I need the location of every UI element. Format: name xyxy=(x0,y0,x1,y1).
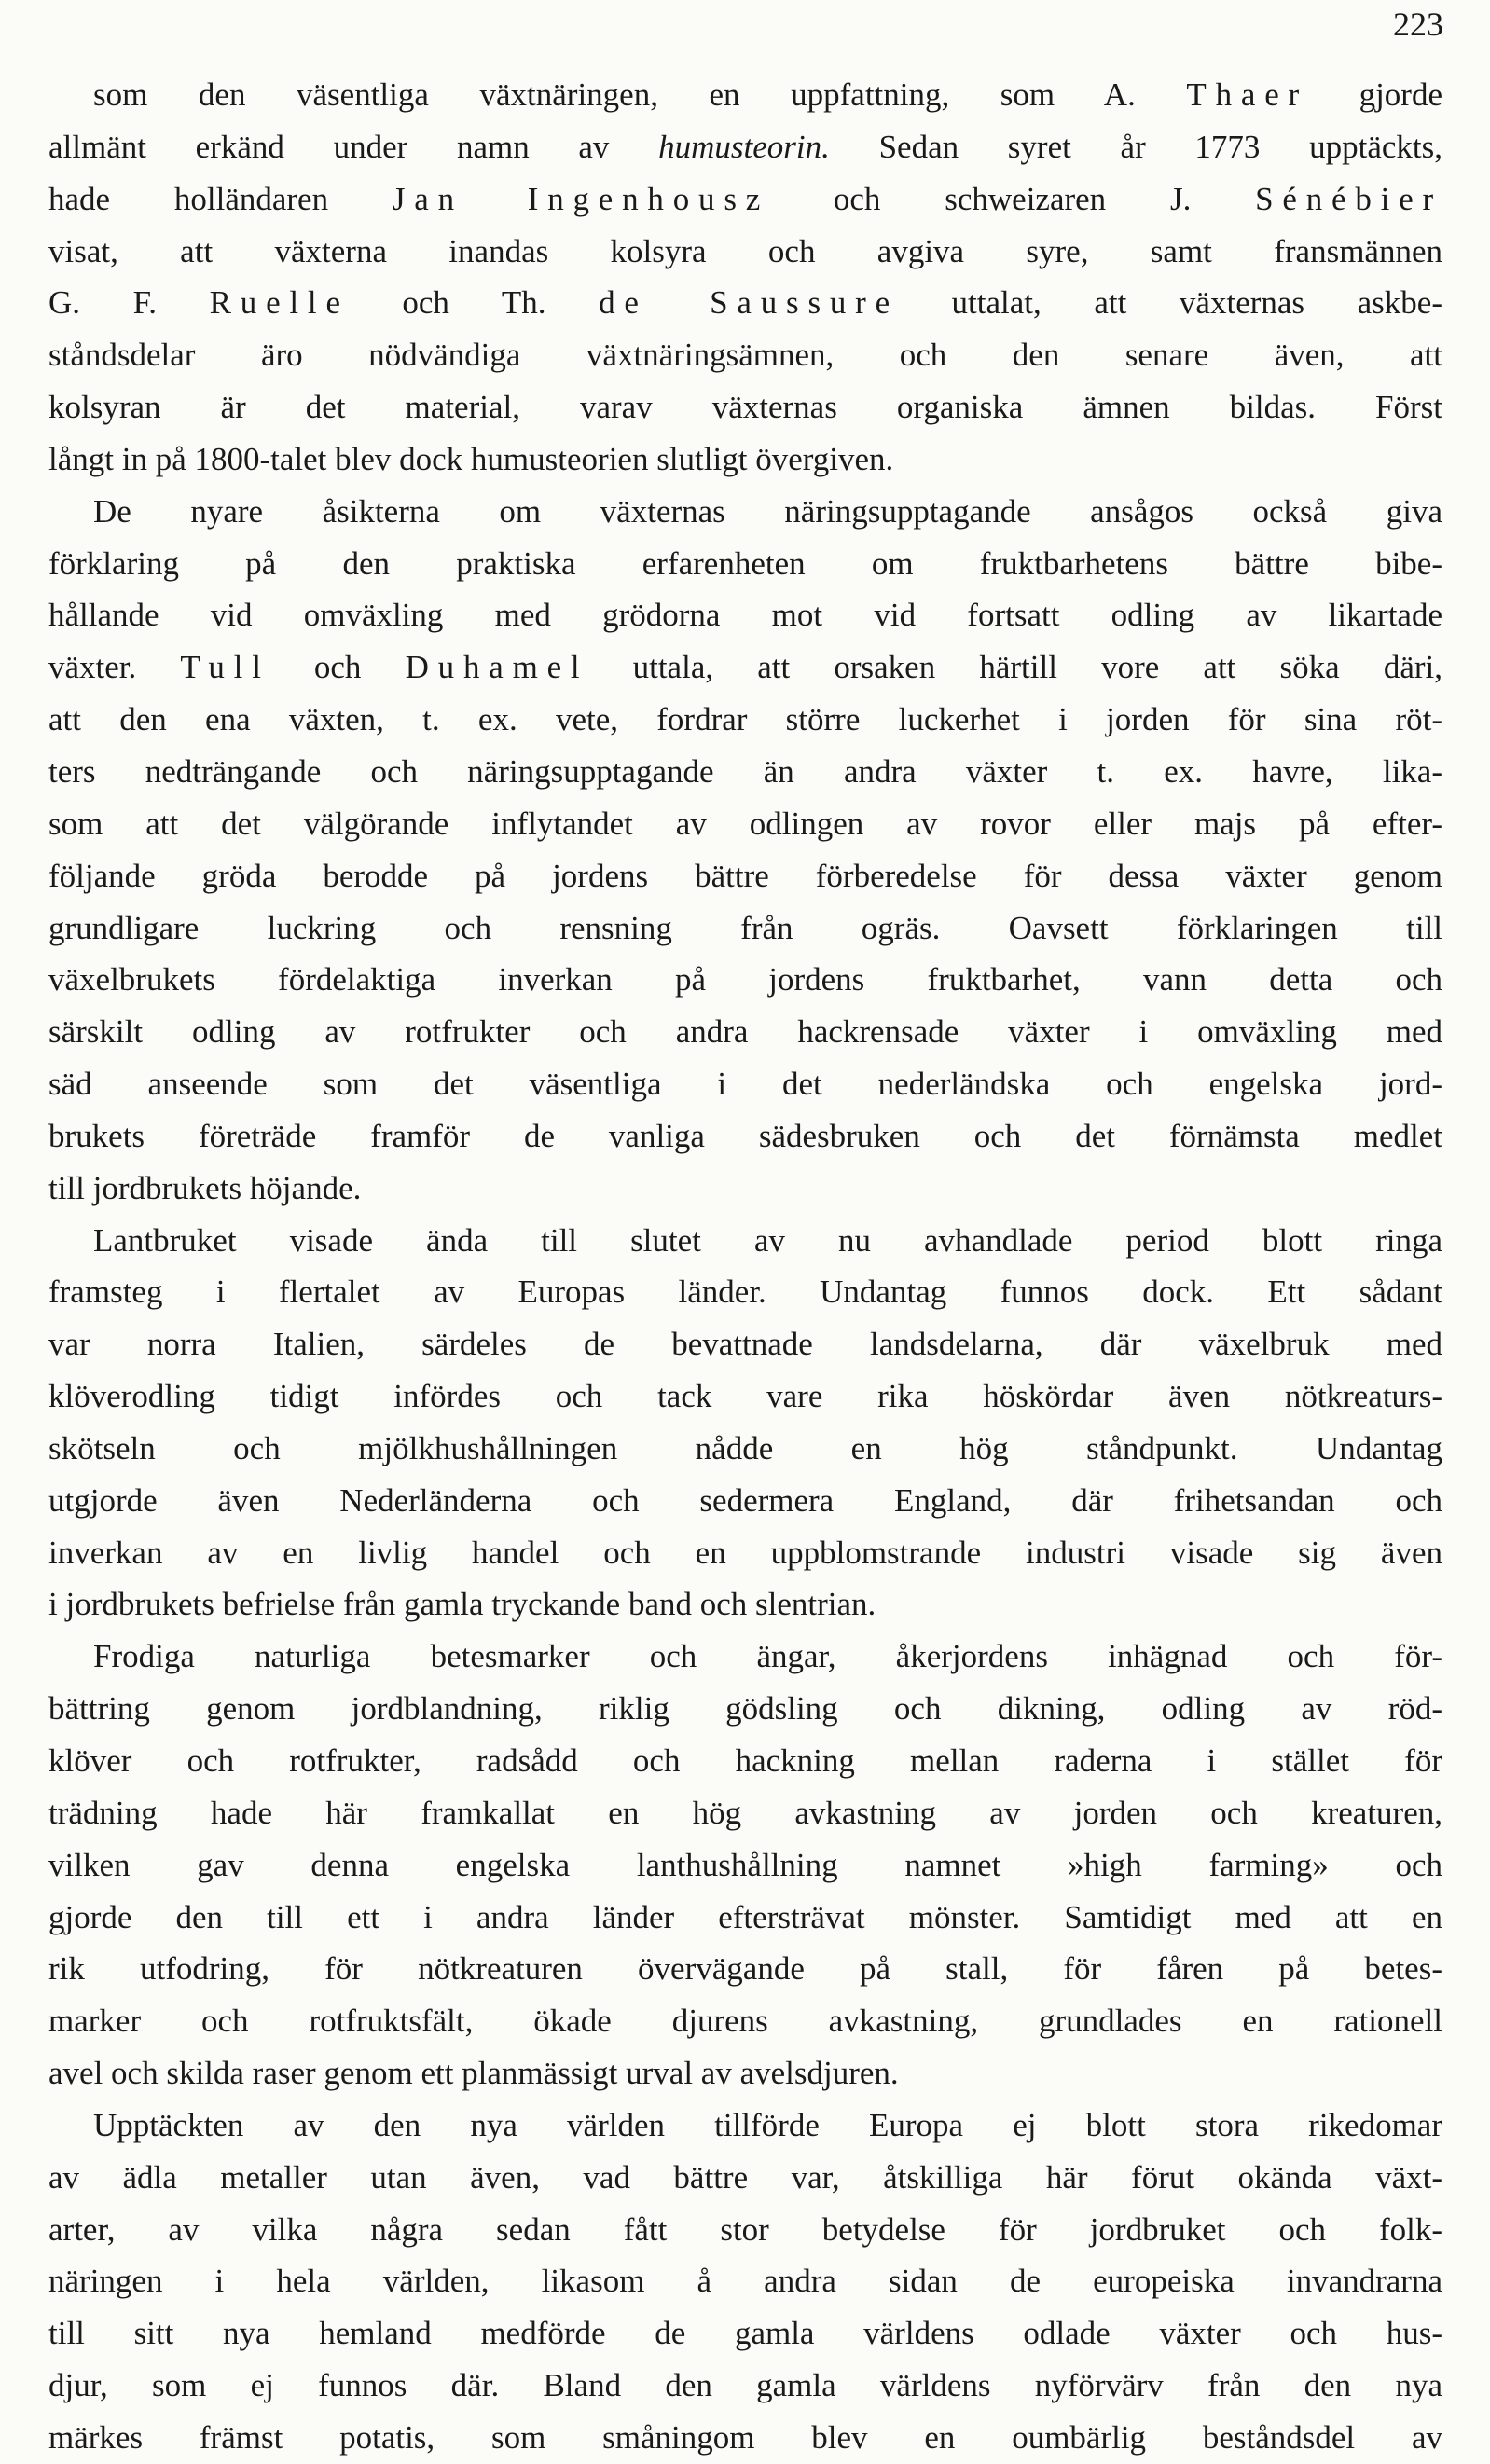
text-line: framsteg i flertalet av Europas länder. Undantag funnos dock. Ett sådant xyxy=(48,1273,1442,1311)
text-line: grundligare luckring och rensning från ogräs. Oavsett förklaringen till xyxy=(48,909,1442,946)
text-line: som den väsentliga växtnäringen, en uppfattning, som A. Thaer gjorde xyxy=(93,76,1442,113)
italic-term: humusteorin. xyxy=(658,128,830,165)
spaced-name: Duhamel xyxy=(405,649,589,686)
text-line: hade holländaren Jan Ingenhousz och schweizaren J. Sénébier xyxy=(48,180,1442,217)
text-line: visat, att växterna inandas kolsyra och avgiva syre, samt fransmännen xyxy=(48,232,1442,269)
text-line: i jordbrukets befrielse från gamla tryckande band och slentrian. xyxy=(48,1586,876,1623)
text-line: klöver och rotfrukter, radsådd och hackning mellan raderna i stället för xyxy=(48,1742,1442,1779)
text-line: särskilt odling av rotfrukter och andra hackrensade växter i omväxling med xyxy=(48,1013,1442,1051)
text-line: som att det välgörande inflytandet av odlingen av rovor eller majs på efter- xyxy=(48,805,1442,842)
text-line: Upptäckten av den nya världen tillförde Europa ej blott stora rikedomar xyxy=(93,2106,1442,2143)
text-line: utgjorde även Nederländerna och sedermera England, där frihetsandan och xyxy=(48,1481,1442,1519)
paragraph xyxy=(48,69,1442,486)
text-line: att den ena växten, t. ex. vete, fordrar större luckerhet i jorden för sina röt- xyxy=(48,701,1442,738)
text-line: långt in på 1800-talet blev dock humusteorien slutligt övergiven. xyxy=(48,440,894,477)
text-line: avel och skilda raser genom ett planmässigt urval av avelsdjuren. xyxy=(48,2055,899,2092)
text-line: arter, av vilka några sedan fått stor betydelse för jordbruket och folk- xyxy=(48,2210,1442,2248)
text-line: säd anseende som det väsentliga i det nederländska och engelska jord- xyxy=(48,1066,1442,1103)
text-line: skötseln och mjölkhushållningen nådde en hög ståndpunkt. Undantag xyxy=(48,1429,1442,1466)
spaced-name: Ruelle xyxy=(209,284,350,322)
spaced-name: Tull xyxy=(180,649,270,686)
text-line: klöverodling tidigt infördes och tack vare rika höskördar även nötkreaturs- xyxy=(48,1378,1442,1415)
text-line: djur, som ej funnos där. Bland den gamla världens nyförvärv från den nya xyxy=(48,2367,1442,2404)
text-line: till sitt nya hemland medförde de gamla världens odlade växter och hus- xyxy=(48,2315,1442,2352)
spaced-name: Jan xyxy=(392,180,463,217)
body-text xyxy=(48,69,1442,2464)
spaced-name: Thaer xyxy=(1186,76,1308,113)
text-line: märkes främst potatis, som småningom blev en oumbärlig beståndsdel av xyxy=(48,2418,1442,2456)
text-line: De nyare åsikterna om växternas näringsupptagande ansågos också giva xyxy=(93,492,1442,530)
spaced-name: Ingenhousz xyxy=(527,180,770,217)
text-line: G. F. Ruelle och Th. de Saussure uttalat, att växternas askbe- xyxy=(48,284,1442,322)
text-line: växter. Tull och Duhamel uttala, att orsaken härtill vore att söka däri, xyxy=(48,649,1442,686)
text-line: brukets företräde framför de vanliga sädesbruken och det förnämsta medlet xyxy=(48,1117,1442,1154)
paragraph xyxy=(48,1631,1442,2099)
paragraph xyxy=(48,1215,1442,1631)
text-line: marker och rotfruktsfält, ökade djurens avkastning, grundlades en rationell xyxy=(48,2003,1442,2040)
spaced-name: Sénébier xyxy=(1255,180,1442,217)
text-line: var norra Italien, särdeles de bevattnade landsdelarna, där växelbruk med xyxy=(48,1326,1442,1363)
text-line: förklaring på den praktiska erfarenheten om fruktbarhetens bättre bibe- xyxy=(48,544,1442,582)
text-line: näringen i hela världen, likasom å andra sidan de europeiska invandrarna xyxy=(48,2263,1442,2300)
text-line: växelbrukets fördelaktiga inverkan på jordens fruktbarhet, vann detta och xyxy=(48,961,1442,998)
text-line: inverkan av en livlig handel och en uppblomstrande industri visade sig även xyxy=(48,1534,1442,1571)
text-line: allmänt erkänd under namn av humusteorin. Sedan syret år 1773 upptäckts, xyxy=(48,128,1442,165)
spaced-name: de Saussure xyxy=(599,284,899,322)
page-number: 223 xyxy=(1393,6,1443,43)
paragraph xyxy=(48,2099,1442,2464)
text-line: ters nedträngande och näringsupptagande än andra växter t. ex. havre, lika- xyxy=(48,752,1442,790)
text-line: av ädla metaller utan även, vad bättre var, åtskilliga här förut okända växt- xyxy=(48,2158,1442,2196)
text-line: gjorde den till ett i andra länder eftersträvat mönster. Samtidigt med att en xyxy=(48,1898,1442,1935)
text-line: trädning hade här framkallat en hög avkastning av jorden och kreaturen, xyxy=(48,1794,1442,1831)
text-line: rik utfodring, för nötkreaturen övervägande på stall, för fåren på betes- xyxy=(48,1950,1442,1988)
paragraph xyxy=(48,486,1442,1215)
text-line: följande gröda berodde på jordens bättre förberedelse för dessa växter genom xyxy=(48,857,1442,894)
text-line: Lantbruket visade ända till slutet av nu avhandlade period blott ringa xyxy=(93,1221,1442,1259)
text-line: ståndsdelar äro nödvändiga växtnäringsämnen, och den senare även, att xyxy=(48,337,1442,374)
text-line: Frodiga naturliga betesmarker och ängar, åkerjordens inhägnad och för- xyxy=(93,1638,1442,1675)
text-line: hållande vid omväxling med grödorna mot vid fortsatt odling av likartade xyxy=(48,597,1442,634)
text-line: kolsyran är det material, varav växternas organiska ämnen bildas. Först xyxy=(48,389,1442,426)
text-line: till jordbrukets höjande. xyxy=(48,1169,362,1206)
text-line: bättring genom jordblandning, riklig gödsling och dikning, odling av röd- xyxy=(48,1690,1442,1728)
text-line: vilken gav denna engelska lanthushållning namnet »high farming» och xyxy=(48,1846,1442,1883)
